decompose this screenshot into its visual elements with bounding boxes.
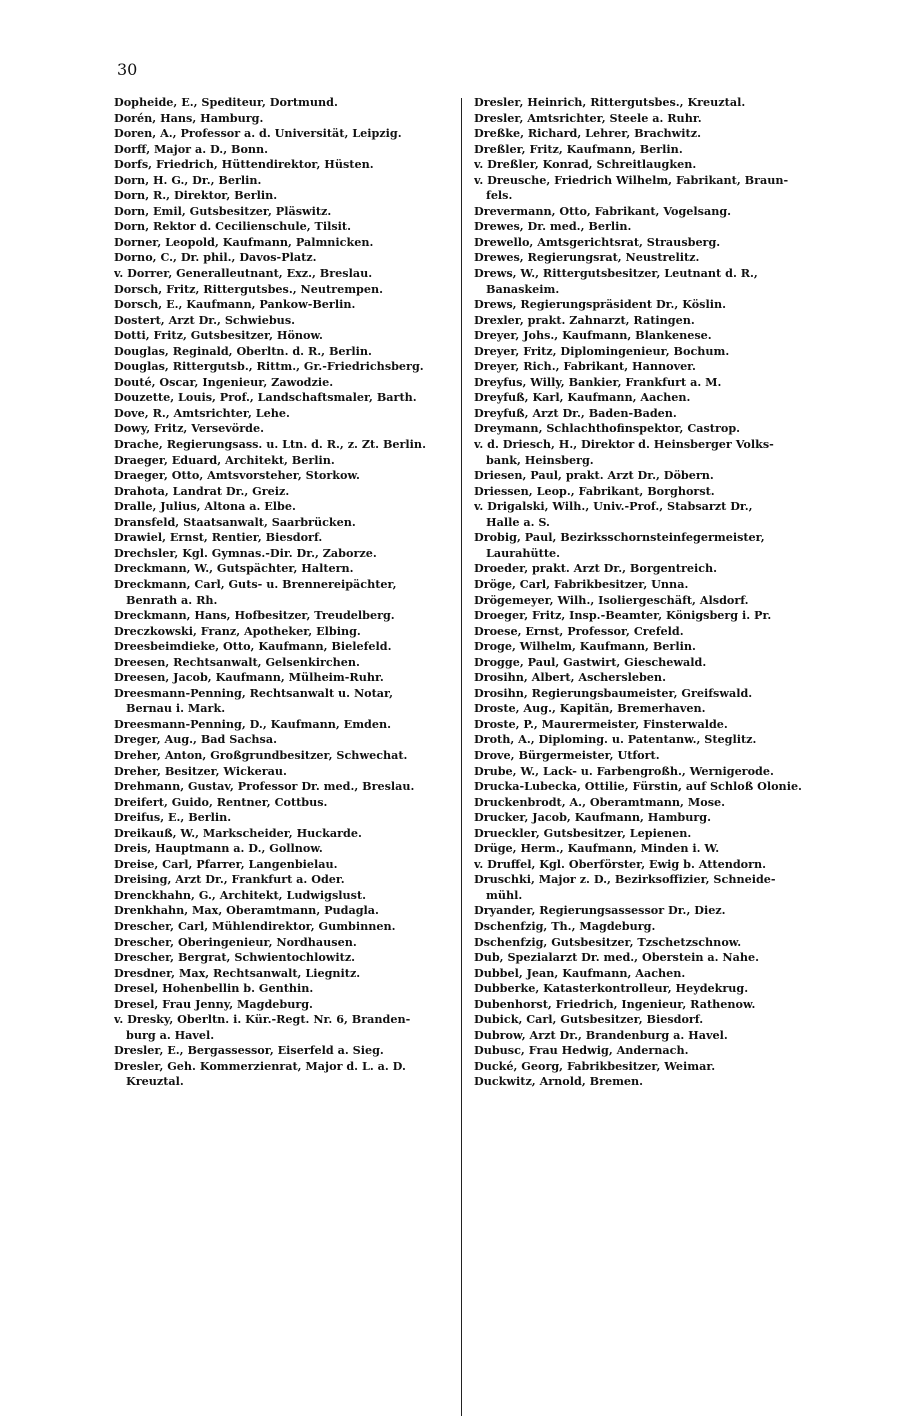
directory-entry: Droeder, prakt. Arzt Dr., Borgentreich.: [474, 561, 718, 576]
directory-entry: Droste, Aug., Kapitän, Bremerhaven.: [474, 701, 706, 716]
directory-entry: Druschki, Major z. D., Bezirksoffizier, Schneide-: [474, 872, 776, 887]
directory-entry: Dubick, Carl, Gutsbesitzer, Biesdorf.: [474, 1012, 704, 1027]
directory-entry: Dreifus, E., Berlin.: [114, 810, 232, 825]
directory-entry: Dreyer, Rich., Fabrikant, Hannover.: [474, 359, 696, 374]
directory-entry: v. Dresky, Oberltn. i. Kür.-Regt. Nr. 6, Branden-: [114, 1012, 411, 1027]
directory-entry: Drögemeyer, Wilh., Isoliergeschäft, Alsdorf.: [474, 592, 749, 607]
directory-entry: Drosihn, Albert, Aschersleben.: [474, 670, 666, 685]
directory-entry: Dreckmann, W., Gutspächter, Haltern.: [114, 561, 354, 576]
directory-entry: Drache, Regierungsass. u. Ltn. d. R., z. Zt. Berlin.: [114, 437, 426, 452]
directory-entry: Drewes, Dr. med., Berlin.: [474, 219, 632, 234]
directory-entry: v. Dreusche, Friedrich Wilhelm, Fabrikant, Braun-: [474, 172, 789, 187]
directory-entry: Dubrow, Arzt Dr., Brandenburg a. Havel.: [474, 1027, 728, 1042]
left-column: [114, 95, 451, 1090]
directory-entry: Dröge, Carl, Fabrikbesitzer, Unna.: [474, 576, 689, 591]
directory-entry: Dreikauß, W., Markscheider, Huckarde.: [114, 825, 362, 840]
directory-entry: Dreymann, Schlachthofinspektor, Castrop.: [474, 421, 741, 436]
directory-entry: Dorff, Major a. D., Bonn.: [114, 141, 269, 156]
directory-entry: Droge, Wilhelm, Kaufmann, Berlin.: [474, 639, 696, 654]
directory-entry: Droth, A., Diploming. u. Patentanw., Steglitz.: [474, 732, 757, 747]
directory-entry: bank, Heinsberg.: [486, 452, 594, 467]
directory-entry: Duckwitz, Arnold, Bremen.: [474, 1074, 644, 1089]
directory-entry: Driesen, Paul, prakt. Arzt Dr., Döbern.: [474, 468, 714, 483]
directory-entry: fels.: [486, 188, 513, 203]
directory-entry: Dreczkowski, Franz, Apotheker, Elbing.: [114, 623, 361, 638]
directory-entry: Doren, A., Professor a. d. Universität, Leipzig.: [114, 126, 402, 141]
directory-entry: Dreis, Hauptmann a. D., Gollnow.: [114, 841, 323, 856]
directory-entry: Dorno, C., Dr. phil., Davos-Platz.: [114, 250, 317, 265]
directory-entry: Dorsch, Fritz, Rittergutsbes., Neutrempen.: [114, 281, 383, 296]
directory-entry: Dralle, Julius, Altona a. Elbe.: [114, 499, 296, 514]
directory-entry: Drube, W., Lack- u. Farbengroßh., Wernigerode.: [474, 763, 774, 778]
directory-entry: Dresler, Amtsrichter, Steele a. Ruhr.: [474, 110, 702, 125]
directory-entry: Droste, P., Maurermeister, Finsterwalde.: [474, 716, 728, 731]
directory-entry: Dreyer, Fritz, Diplomingenieur, Bochum.: [474, 343, 730, 358]
directory-entry: Drexler, prakt. Zahnarzt, Ratingen.: [474, 312, 695, 327]
directory-entry: Dreßler, Fritz, Kaufmann, Berlin.: [474, 141, 683, 156]
directory-entry: Dorn, Emil, Gutsbesitzer, Pläswitz.: [114, 203, 332, 218]
directory-entry: Dubenhorst, Friedrich, Ingenieur, Rathenow.: [474, 996, 756, 1011]
directory-entry: Dotti, Fritz, Gutsbesitzer, Hönow.: [114, 328, 323, 343]
directory-entry: Draeger, Eduard, Architekt, Berlin.: [114, 452, 335, 467]
directory-entry: Drewello, Amtsgerichtsrat, Strausberg.: [474, 234, 721, 249]
directory-entry: Dreesmann-Penning, Rechtsanwalt u. Notar,: [114, 685, 394, 700]
directory-entry: Drahota, Landrat Dr., Greiz.: [114, 483, 290, 498]
directory-entry: Dostert, Arzt Dr., Schwiebus.: [114, 312, 296, 327]
directory-entry: Dorén, Hans, Hamburg.: [114, 110, 264, 125]
directory-entry: Drescher, Oberingenieur, Nordhausen.: [114, 934, 357, 949]
directory-entry: Dorn, R., Direktor, Berlin.: [114, 188, 278, 203]
directory-entry: Drosihn, Regierungsbaumeister, Greifswald.: [474, 685, 753, 700]
directory-entry: Dreyfus, Willy, Bankier, Frankfurt a. M.: [474, 374, 722, 389]
directory-entry: Drewes, Regierungsrat, Neustrelitz.: [474, 250, 700, 265]
directory-entry: Dreising, Arzt Dr., Frankfurt a. Oder.: [114, 872, 345, 887]
directory-entry: Bernau i. Mark.: [126, 701, 226, 716]
directory-entry: Drucker, Jacob, Kaufmann, Hamburg.: [474, 810, 711, 825]
directory-entry: Dresdner, Max, Rechtsanwalt, Liegnitz.: [114, 965, 361, 980]
directory-entry: Drews, W., Rittergutsbesitzer, Leutnant d. R.,: [474, 266, 758, 281]
directory-entry: Drove, Bürgermeister, Utfort.: [474, 747, 660, 762]
directory-entry: Dorfs, Friedrich, Hüttendirektor, Hüsten.: [114, 157, 374, 172]
directory-entry: mühl.: [486, 887, 523, 902]
directory-entry: Dschenfzig, Gutsbesitzer, Tzschetzschnow.: [474, 934, 742, 949]
directory-entry: Dreckmann, Carl, Guts- u. Brennereipächter,: [114, 576, 397, 591]
directory-entry: Halle a. S.: [486, 514, 550, 529]
directory-entry: Dresler, E., Bergassessor, Eiserfeld a. Sieg.: [114, 1043, 384, 1058]
directory-entry: Dowy, Fritz, Versevörde.: [114, 421, 264, 436]
directory-entry: Dreyfuß, Arzt Dr., Baden-Baden.: [474, 405, 677, 420]
directory-entry: Dorn, Rektor d. Cecilienschule, Tilsit.: [114, 219, 351, 234]
directory-entry: Dorner, Leopold, Kaufmann, Palmnicken.: [114, 234, 374, 249]
directory-entry: Drüge, Herm., Kaufmann, Minden i. W.: [474, 841, 720, 856]
directory-entry: Dreyer, Johs., Kaufmann, Blankenese.: [474, 328, 712, 343]
directory-entry: Dub, Spezialarzt Dr. med., Oberstein a. Nahe.: [474, 950, 760, 965]
directory-entry: Dreesen, Rechtsanwalt, Gelsenkirchen.: [114, 654, 360, 669]
directory-entry: Ducké, Georg, Fabrikbesitzer, Weimar.: [474, 1058, 716, 1073]
directory-entry: Drawiel, Ernst, Rentier, Biesdorf.: [114, 530, 323, 545]
directory-entry: Dreifert, Guido, Rentner, Cottbus.: [114, 794, 328, 809]
directory-entry: v. Dreßler, Konrad, Schreitlaugken.: [474, 157, 697, 172]
directory-entry: Drenkhahn, Max, Oberamtmann, Pudagla.: [114, 903, 379, 918]
directory-entry: v. Druffel, Kgl. Oberförster, Ewig b. Attendorn.: [474, 856, 767, 871]
directory-entry: Drehmann, Gustav, Professor Dr. med., Breslau.: [114, 779, 415, 794]
directory-entry: Laurahütte.: [486, 545, 561, 560]
directory-entry: Douzette, Louis, Prof., Landschaftsmaler, Barth.: [114, 390, 417, 405]
directory-entry: Dschenfzig, Th., Magdeburg.: [474, 918, 656, 933]
directory-entry: Dreher, Anton, Großgrundbesitzer, Schwechat.: [114, 747, 408, 762]
directory-entry: burg a. Havel.: [126, 1027, 215, 1042]
directory-entry: Drogge, Paul, Gastwirt, Gieschewald.: [474, 654, 707, 669]
directory-entry: Dreckmann, Hans, Hofbesitzer, Treudelberg.: [114, 608, 395, 623]
directory-entry: Dreesen, Jacob, Kaufmann, Mülheim-Ruhr.: [114, 670, 384, 685]
directory-entry: Dorsch, E., Kaufmann, Pankow-Berlin.: [114, 297, 356, 312]
directory-entry: Dryander, Regierungsassessor Dr., Diez.: [474, 903, 726, 918]
page-number: 30: [117, 60, 138, 79]
right-column: [474, 95, 814, 1090]
directory-entry: Benrath a. Rh.: [126, 592, 218, 607]
directory-entry: Drews, Regierungspräsident Dr., Köslin.: [474, 297, 726, 312]
directory-entry: v. Drigalski, Wilh., Univ.-Prof., Stabsarzt Dr.,: [474, 499, 753, 514]
directory-entry: Dreßke, Richard, Lehrer, Brachwitz.: [474, 126, 701, 141]
directory-entry: Dreise, Carl, Pfarrer, Langenbielau.: [114, 856, 338, 871]
directory-entry: Drechsler, Kgl. Gymnas.-Dir. Dr., Zaborze.: [114, 545, 377, 560]
directory-entry: Douglas, Reginald, Oberltn. d. R., Berlin.: [114, 343, 372, 358]
directory-entry: v. Dorrer, Generalleutnant, Exz., Breslau.: [114, 266, 373, 281]
directory-entry: Dubbel, Jean, Kaufmann, Aachen.: [474, 965, 686, 980]
directory-entry: Dubberke, Katasterkontrolleur, Heydekrug.: [474, 981, 749, 996]
directory-entry: Droeger, Fritz, Insp.-Beamter, Königsberg i. Pr.: [474, 608, 772, 623]
directory-entry: Droese, Ernst, Professor, Crefeld.: [474, 623, 684, 638]
directory-entry: Dreyfuß, Karl, Kaufmann, Aachen.: [474, 390, 691, 405]
directory-entry: Dresler, Geh. Kommerzienrat, Major d. L. a. D.: [114, 1058, 406, 1073]
directory-entry: Douglas, Rittergutsb., Rittm., Gr.-Friedrichsberg.: [114, 359, 424, 374]
directory-entry: Drobig, Paul, Bezirksschornsteinfegermeister,: [474, 530, 765, 545]
directory-entry: Drevermann, Otto, Fabrikant, Vogelsang.: [474, 203, 732, 218]
directory-entry: Dreesbeimdieke, Otto, Kaufmann, Bielefeld.: [114, 639, 392, 654]
directory-entry: Drescher, Carl, Mühlendirektor, Gumbinnen.: [114, 918, 396, 933]
directory-entry: Drucka-Lubecka, Ottilie, Fürstin, auf Schloß Olonie.: [474, 779, 802, 794]
directory-entry: Dresler, Heinrich, Rittergutsbes., Kreuztal.: [474, 95, 746, 109]
directory-entry: Dresel, Hohenbellin b. Genthin.: [114, 981, 314, 996]
directory-entry: Dreesmann-Penning, D., Kaufmann, Emden.: [114, 716, 392, 731]
directory-entry: Druckenbrodt, A., Oberamtmann, Mose.: [474, 794, 726, 809]
directory-entry: Dove, R., Amtsrichter, Lehe.: [114, 405, 290, 420]
directory-entry: Dreger, Aug., Bad Sachsa.: [114, 732, 277, 747]
directory-entry: v. d. Driesch, H., Direktor d. Heinsberger Volks-: [474, 437, 774, 452]
directory-entry: Drueckler, Gutsbesitzer, Lepienen.: [474, 825, 692, 840]
directory-entry: Banaskeim.: [486, 281, 560, 296]
directory-entry: Dransfeld, Staatsanwalt, Saarbrücken.: [114, 514, 356, 529]
directory-entry: Dorn, H. G., Dr., Berlin.: [114, 172, 262, 187]
directory-entry: Dresel, Frau Jenny, Magdeburg.: [114, 996, 313, 1011]
directory-entry: Drenckhahn, G., Architekt, Ludwigslust.: [114, 887, 367, 902]
directory-entry: Dopheide, E., Spediteur, Dortmund.: [114, 95, 338, 109]
directory-entry: Draeger, Otto, Amtsvorsteher, Storkow.: [114, 468, 360, 483]
directory-entry: Douté, Oscar, Ingenieur, Zawodzie.: [114, 374, 334, 389]
directory-entry: Dubusc, Frau Hedwig, Andernach.: [474, 1043, 689, 1058]
column-divider: [461, 98, 462, 1416]
directory-entry: Kreuztal.: [126, 1074, 184, 1089]
directory-entry: Driessen, Leop., Fabrikant, Borghorst.: [474, 483, 715, 498]
directory-entry: Dreher, Besitzer, Wickerau.: [114, 763, 287, 778]
directory-entry: Drescher, Bergrat, Schwientochlowitz.: [114, 950, 356, 965]
